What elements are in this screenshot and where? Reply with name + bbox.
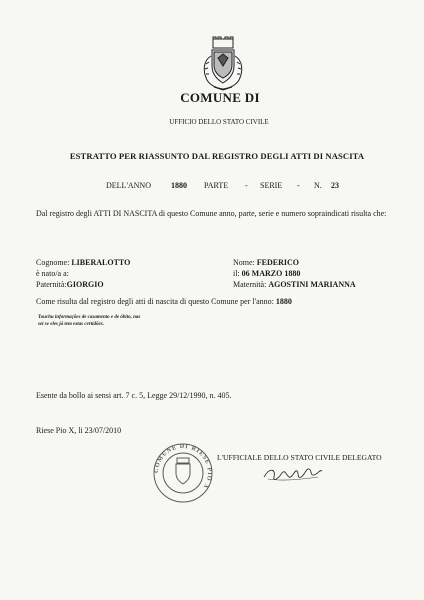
exemption-note: Esente da bollo ai sensi art. 7 c. 5, Legge 29/12/1990, n. 405. xyxy=(36,391,232,400)
surname-value: LIBERALOTTO xyxy=(71,258,131,267)
handwritten-note xyxy=(38,314,140,328)
birthplace-field xyxy=(36,269,69,278)
handwritten-note-line-2: sei se eles já tem estas certidões. xyxy=(38,322,104,327)
birthdate-value: 06 MARZO 1880 xyxy=(241,269,301,278)
birthdate-field xyxy=(233,269,300,278)
office-subtitle: UFFICIO DELLO STATO CIVILE xyxy=(169,118,269,126)
mother-field xyxy=(233,280,356,289)
intro-paragraph: Dal registro degli ATTI DI NASCITA di questo Comune anno, parte, serie e numero sopraindicati risulta che: xyxy=(36,209,387,218)
mother-value: AGOSTINI MARIANNA xyxy=(268,280,356,289)
surname-label: Cognome: xyxy=(36,258,70,267)
name-value: FEDERICO xyxy=(256,258,300,267)
stamp-text: COMUNE DI RIESE PIO X xyxy=(153,443,213,491)
document-heading: ESTRATTO PER RIASSUNTO DAL REGISTRO DEGLI ATTI DI NASCITA xyxy=(69,151,365,161)
coat-of-arms-icon xyxy=(200,36,246,92)
place-date: Riese Pio X, li 23/07/2010 xyxy=(36,426,122,435)
father-label: Paternità: xyxy=(36,280,67,289)
handwritten-note-line-1: Touchu informações de casamento e de óbito, nas xyxy=(38,315,141,320)
surname-field xyxy=(36,258,130,267)
officer-signature xyxy=(258,459,328,485)
birthdate-label: il: xyxy=(233,269,240,278)
year-label: DELL'ANNO xyxy=(106,181,151,190)
mother-label: Maternità: xyxy=(233,280,267,289)
svg-text:COMUNE DI RIESE PIO X xyxy=(154,444,212,490)
part-value: - xyxy=(245,181,248,190)
number-label: N. xyxy=(314,181,322,190)
result-year: 1880 xyxy=(275,297,292,306)
page-title: COMUNE DI xyxy=(180,90,260,105)
name-label: Nome: xyxy=(233,258,255,267)
number-value: 23 xyxy=(331,181,339,190)
father-field xyxy=(36,280,104,289)
series-value: - xyxy=(297,181,300,190)
series-label: SERIE xyxy=(260,181,283,190)
birthplace-label: è nato/a a: xyxy=(36,269,69,278)
official-stamp-icon xyxy=(152,442,214,504)
officer-title: L'UFFICIALE DELLO STATO CIVILE DELEGATO xyxy=(217,453,382,462)
part-label: PARTE xyxy=(204,181,229,190)
name-field xyxy=(233,258,299,267)
year-value: 1880 xyxy=(171,181,187,190)
result-line xyxy=(36,297,292,306)
result-text: Come risulta dal registro degli atti di nascita di questo Comune per l'anno: xyxy=(36,297,274,306)
father-value: GIORGIO xyxy=(66,280,104,289)
